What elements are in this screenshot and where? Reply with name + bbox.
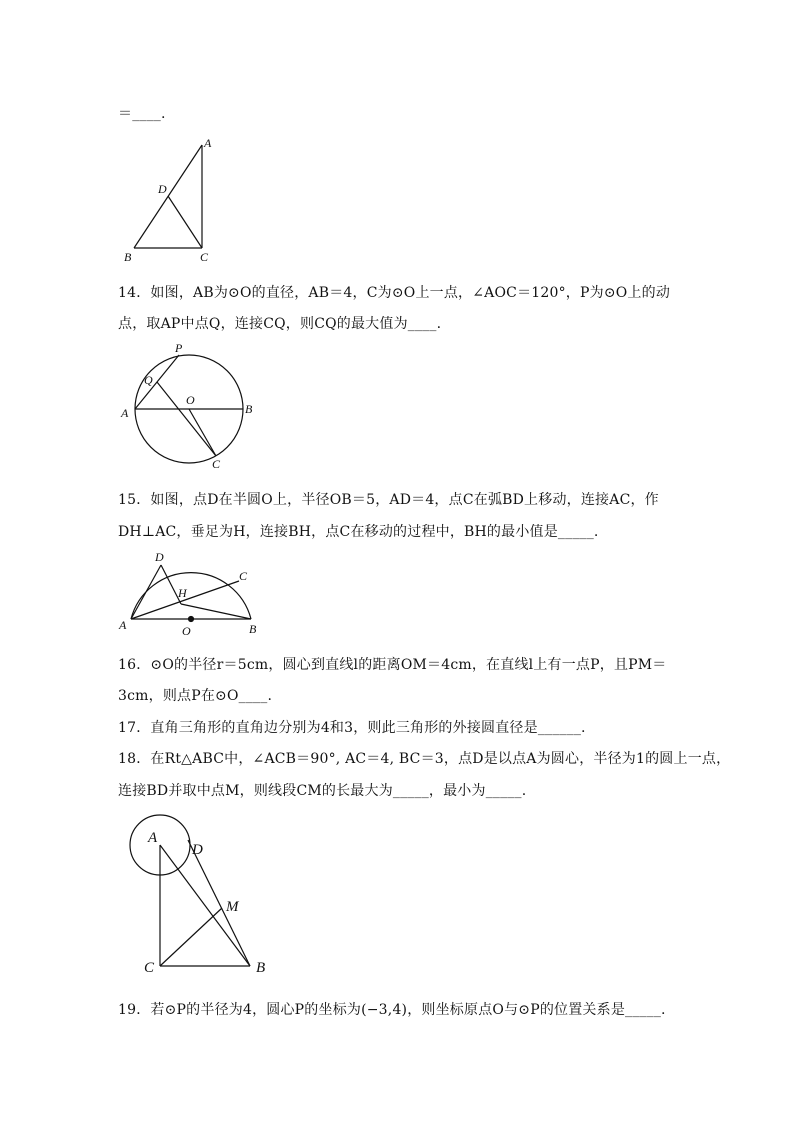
label-D: D [192, 842, 203, 858]
chord-AD [131, 565, 161, 619]
q18-line1: 18．在Rt△ABC中，∠ACB＝90°, AC＝4, BC＝3，点D是以点A为圆心，半径为1的圆上一点， [118, 751, 731, 767]
q15-line1: 15．如图，点D在半圆O上，半径OB＝5，AD＝4，点C在弧BD上移动，连接AC，作 [118, 492, 659, 508]
label-A: A [204, 136, 212, 150]
q17-line1: 17．直角三角形的直角边分别为4和3，则此三角形的外接圆直径是______. [118, 720, 586, 736]
figure-18-triangle [120, 810, 280, 980]
label-O: O [182, 624, 191, 638]
figure-14-circle [115, 340, 265, 475]
label-B: B [256, 960, 266, 976]
label-B: B [124, 250, 132, 264]
figure-15-semicircle [115, 547, 270, 639]
label-D: D [155, 550, 164, 564]
figure-13-triangle [118, 135, 218, 265]
q18-line2: 连接BD并取中点M，则线段CM的长最大为_____，最小为_____. [118, 783, 527, 799]
label-C: C [239, 569, 248, 583]
label-A: A [148, 830, 158, 846]
label-C: C [144, 960, 155, 976]
label-A: A [119, 618, 127, 632]
segment-DC [168, 196, 202, 248]
segment-CM [160, 908, 222, 966]
q19-line1: 19．若⊙P的半径为4，圆心P的坐标为(−3,4)，则坐标原点O与⊙P的位置关系是_____. [118, 1002, 666, 1018]
q14-line2: 点，取AP中点Q，连接CQ，则CQ的最大值为____. [118, 316, 442, 332]
label-M: M [226, 899, 239, 915]
label-C: C [212, 457, 221, 471]
point-O [189, 617, 194, 622]
q14-line1: 14．如图，AB为⊙O的直径，AB＝4，C为⊙O上一点，∠AOC＝120°，P为⊙O上的动 [118, 285, 671, 301]
label-P: P [175, 341, 183, 355]
q15-line2: DH⊥AC，垂足为H，连接BH，点C在移动的过程中，BH的最小值是_____. [118, 524, 599, 540]
radius-OC [189, 409, 216, 456]
label-H: H [178, 586, 187, 600]
q16-line1: 16．⊙O的半径r＝5cm，圆心到直线l的距离OM＝4cm，在直线l上有一点P，且PM＝ [118, 657, 667, 673]
label-B: B [245, 402, 253, 416]
label-D: D [158, 182, 167, 196]
segment-DB [188, 840, 250, 966]
label-C: C [200, 250, 209, 264]
label-A: A [121, 406, 129, 420]
label-Q: Q [144, 373, 153, 387]
q13-answer-line: ＝____. [118, 106, 166, 122]
label-O: O [186, 393, 195, 407]
q16-line2: 3cm，则点P在⊙O____. [118, 688, 273, 704]
label-B: B [249, 622, 257, 636]
